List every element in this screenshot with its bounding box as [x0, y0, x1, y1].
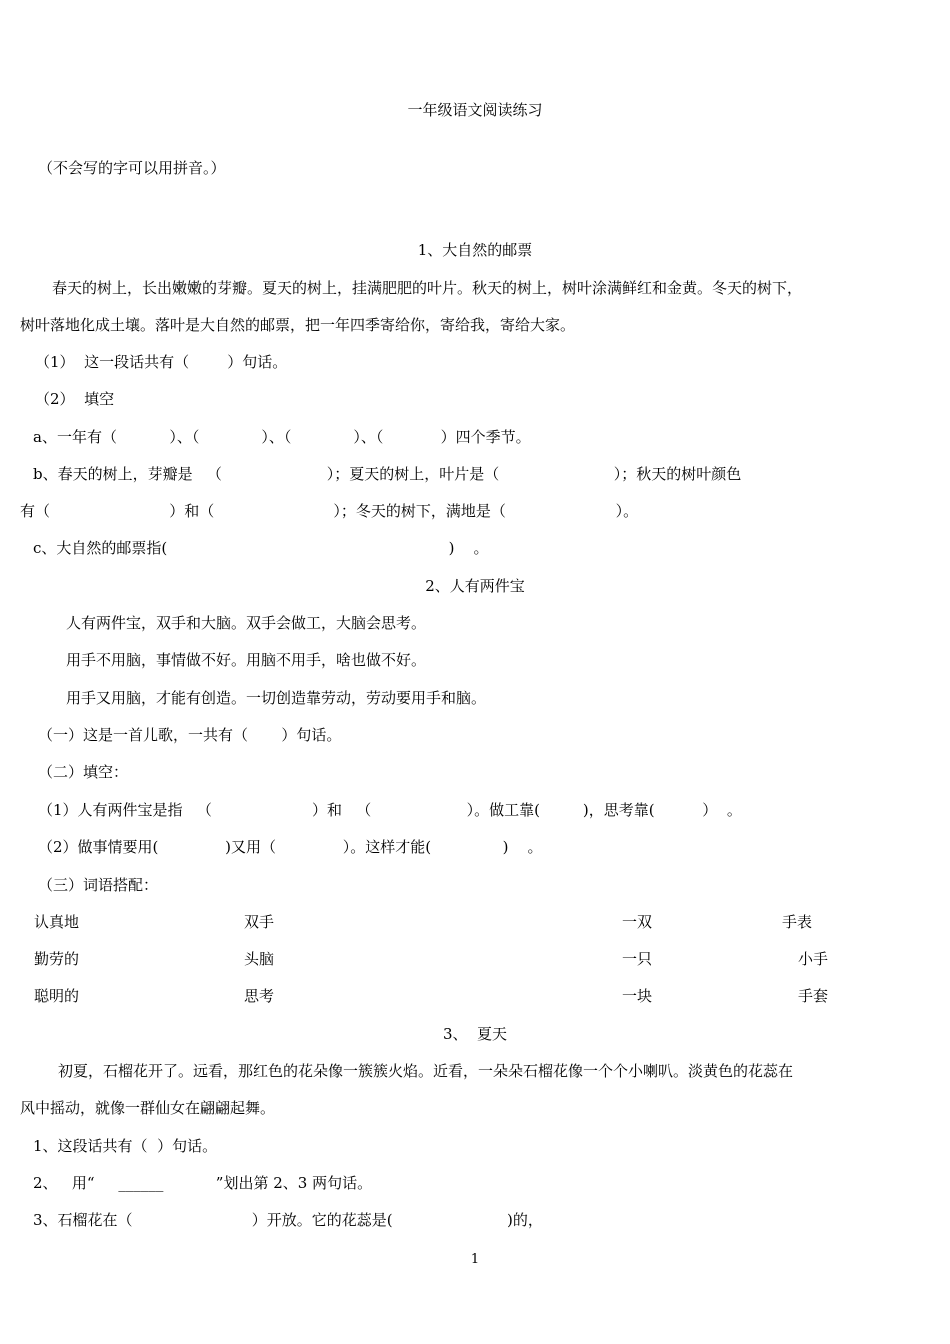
match-measure-word: 一块 — [622, 987, 653, 1005]
poem-line-3: 用手又用脑，才能有创造。一切创造靠劳动，劳动要用手和脑。 — [66, 689, 487, 707]
section-1-question-1: （1） 这一段话共有（ ）句话。 — [35, 353, 288, 371]
match-measure-word: 一双 — [622, 913, 653, 931]
page-number: 1 — [470, 1252, 480, 1267]
poem-line-1: 人有两件宝，双手和大脑。双手会做工，大脑会思考。 — [66, 614, 427, 632]
doc-title: 一年级语文阅读练习 — [407, 101, 543, 119]
section-1-question-2: （2） 填空 — [35, 390, 115, 408]
section-2-heading: 2、人有两件宝 — [425, 577, 525, 595]
match-left-word: 认真地 — [34, 913, 80, 931]
match-noun-word: 手套 — [798, 987, 829, 1005]
section-3-question-2: 2、 用“ ______ ”划出第 2、3 两句话。 — [33, 1174, 373, 1192]
section-1-paragraph-line-2: 树叶落地化成土壤。落叶是大自然的邮票，把一年四季寄给你，寄给我，寄给大家。 — [20, 316, 576, 334]
section-2-question-2-2: （2）做事情要用( )又用（ ）。这样才能( ) 。 — [38, 838, 543, 856]
section-2-question-3: （三）词语搭配： — [38, 876, 159, 894]
section-1-question-b-line-1: b、春天的树上，芽瓣是 （ ）；夏天的树上，叶片是（ ）；秋天的树叶颜色 — [33, 465, 742, 483]
section-2-question-2: （二）填空： — [38, 763, 129, 781]
section-3-paragraph-line-2: 风中摇动，就像一群仙女在翩翩起舞。 — [20, 1099, 276, 1117]
section-1-question-c: c、大自然的邮票指( ) 。 — [33, 539, 489, 557]
match-mid-word: 双手 — [244, 913, 275, 931]
section-1-question-a: a、一年有（ ）、（ ）、（ ）、（ ）四个季节。 — [33, 428, 531, 446]
note: （不会写的字可以用拼音。） — [38, 159, 226, 177]
section-3-paragraph-line-1: 初夏，石榴花开了。远看，那红色的花朵像一簇簇火焰。近看，一朵朵石榴花像一个个小喇叭。淡黄色的花蕊在 — [58, 1062, 794, 1080]
match-measure-word: 一只 — [622, 950, 653, 968]
match-mid-word: 思考 — [244, 987, 275, 1005]
match-noun-word: 小手 — [798, 950, 829, 968]
section-3-question-3: 3、石榴花在（ ）开放。它的花蕊是( )的， — [33, 1211, 543, 1229]
section-3-heading: 3、 夏天 — [442, 1025, 508, 1043]
match-noun-word: 手表 — [782, 913, 813, 931]
section-1-question-b-line-2: 有（ ）和（ ）；冬天的树下，满地是（ ）。 — [20, 502, 639, 520]
match-left-word: 聪明的 — [34, 987, 80, 1005]
match-left-word: 勤劳的 — [34, 950, 80, 968]
match-mid-word: 头脑 — [244, 950, 275, 968]
section-3-question-1: 1、这段话共有（ ）句话。 — [33, 1137, 218, 1155]
section-2-question-1: （一）这是一首儿歌，一共有（ ）句话。 — [38, 726, 342, 744]
section-1-paragraph-line-1: 春天的树上，长出嫩嫩的芽瓣。夏天的树上，挂满肥肥的叶片。秋天的树上，树叶涂满鲜红和金黄。冬天的树下， — [52, 279, 803, 297]
section-1-heading: 1、大自然的邮票 — [417, 241, 533, 259]
poem-line-2: 用手不用脑，事情做不好。用脑不用手，啥也做不好。 — [66, 651, 427, 669]
section-2-question-2-1: （1）人有两件宝是指 （ ）和 （ ）。做工靠( )，思考靠( ） 。 — [38, 801, 742, 819]
